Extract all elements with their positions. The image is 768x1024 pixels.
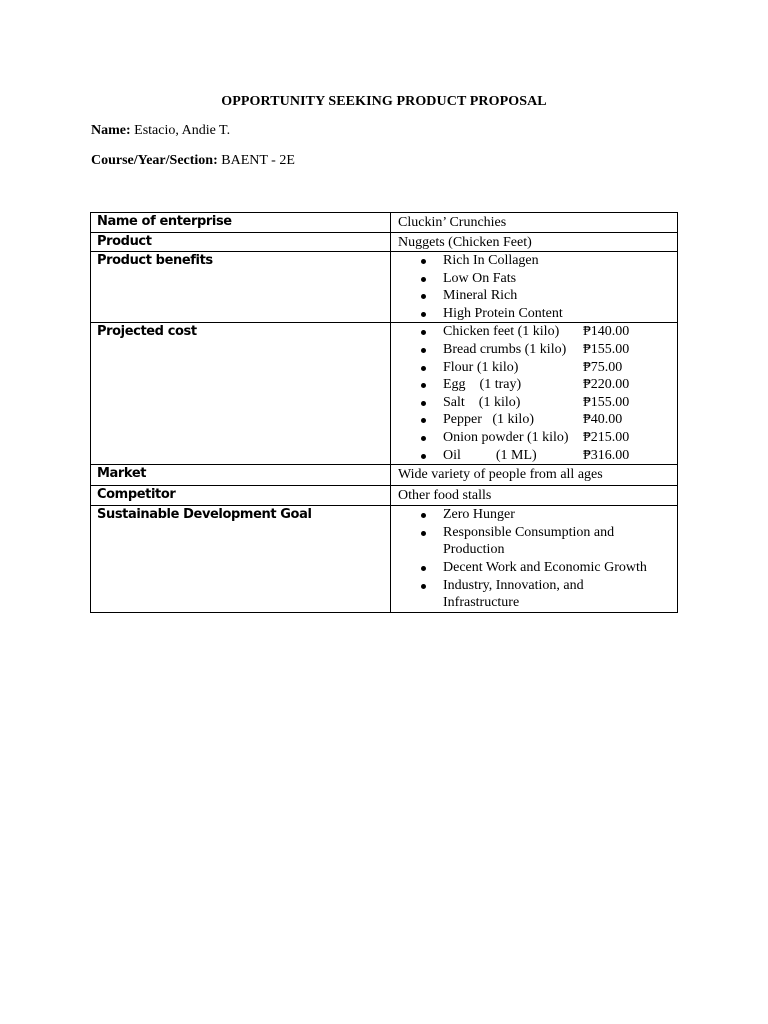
list-item: Rich In Collagen [398, 252, 677, 270]
table-row-cost [91, 323, 678, 465]
cost-list [398, 323, 677, 464]
list-item [398, 429, 677, 447]
course-line [91, 153, 295, 169]
list-item [398, 447, 677, 465]
cost-item-price: ₱155.00 [583, 394, 630, 410]
list-item: Low On Fats [398, 270, 677, 288]
table-row-market [91, 465, 678, 486]
table-row-benefits [91, 252, 678, 323]
list-item [398, 341, 677, 359]
product-label: Product [91, 233, 391, 252]
name-label: Name: [91, 123, 131, 138]
list-item: Mineral Rich [398, 287, 677, 305]
cost-value [391, 323, 678, 465]
sdg-list [398, 506, 677, 612]
table-row-product [91, 233, 678, 252]
table-row-competitor [91, 486, 678, 506]
market-value: Wide variety of people from all ages [391, 465, 678, 486]
enterprise-label: Name of enterprise [91, 213, 391, 233]
sdg-label: Sustainable Development Goal [91, 506, 391, 613]
page-title: OPPORTUNITY SEEKING PRODUCT PROPOSAL [221, 94, 547, 109]
list-item: Responsible Consumption and Production [398, 524, 677, 559]
cost-item-name: Flour (1 kilo) [443, 359, 519, 375]
course-value: BAENT - 2E [221, 153, 295, 168]
list-item [398, 394, 677, 412]
cost-item-price: ₱75.00 [583, 359, 623, 375]
cost-item-name: Bread crumbs (1 kilo) [443, 341, 567, 357]
list-item: Zero Hunger [398, 506, 677, 524]
name-value: Estacio, Andie T. [134, 123, 231, 138]
list-item: High Protein Content [398, 305, 677, 323]
cost-item-name: Pepper (1 kilo) [443, 412, 534, 428]
enterprise-value: Cluckin’ Crunchies [391, 213, 678, 233]
course-label: Course/Year/Section: [91, 153, 218, 168]
benefits-list [398, 252, 677, 322]
cost-item-price: ₱215.00 [583, 429, 630, 445]
market-label: Market [91, 465, 391, 486]
cost-item-name: Onion powder (1 kilo) [443, 429, 569, 445]
cost-item-name: Egg (1 tray) [443, 377, 522, 393]
product-value: Nuggets (Chicken Feet) [391, 233, 678, 252]
benefits-label: Product benefits [91, 252, 391, 323]
cost-item-name: Oil (1 ML) [443, 447, 537, 463]
proposal-table [90, 212, 678, 613]
cost-item-price: ₱40.00 [583, 412, 623, 428]
cost-item-price: ₱316.00 [583, 447, 630, 463]
name-line [91, 123, 230, 139]
list-item [398, 323, 677, 341]
list-item: Decent Work and Economic Growth [398, 559, 677, 577]
cost-label: Projected cost [91, 323, 391, 465]
cost-item-name: Salt (1 kilo) [443, 394, 521, 410]
competitor-value: Other food stalls [391, 486, 678, 506]
cost-item-price: ₱155.00 [583, 341, 630, 357]
table-row-enterprise [91, 213, 678, 233]
list-item [398, 359, 677, 377]
benefits-value [391, 252, 678, 323]
competitor-label: Competitor [91, 486, 391, 506]
list-item [398, 376, 677, 394]
cost-item-name: Chicken feet (1 kilo) [443, 324, 560, 340]
table-row-sdg [91, 506, 678, 613]
cost-item-price: ₱220.00 [583, 377, 630, 393]
list-item: Industry, Innovation, and Infrastructure [398, 577, 677, 612]
cost-item-price: ₱140.00 [583, 324, 630, 340]
sdg-value [391, 506, 678, 613]
list-item [398, 411, 677, 429]
